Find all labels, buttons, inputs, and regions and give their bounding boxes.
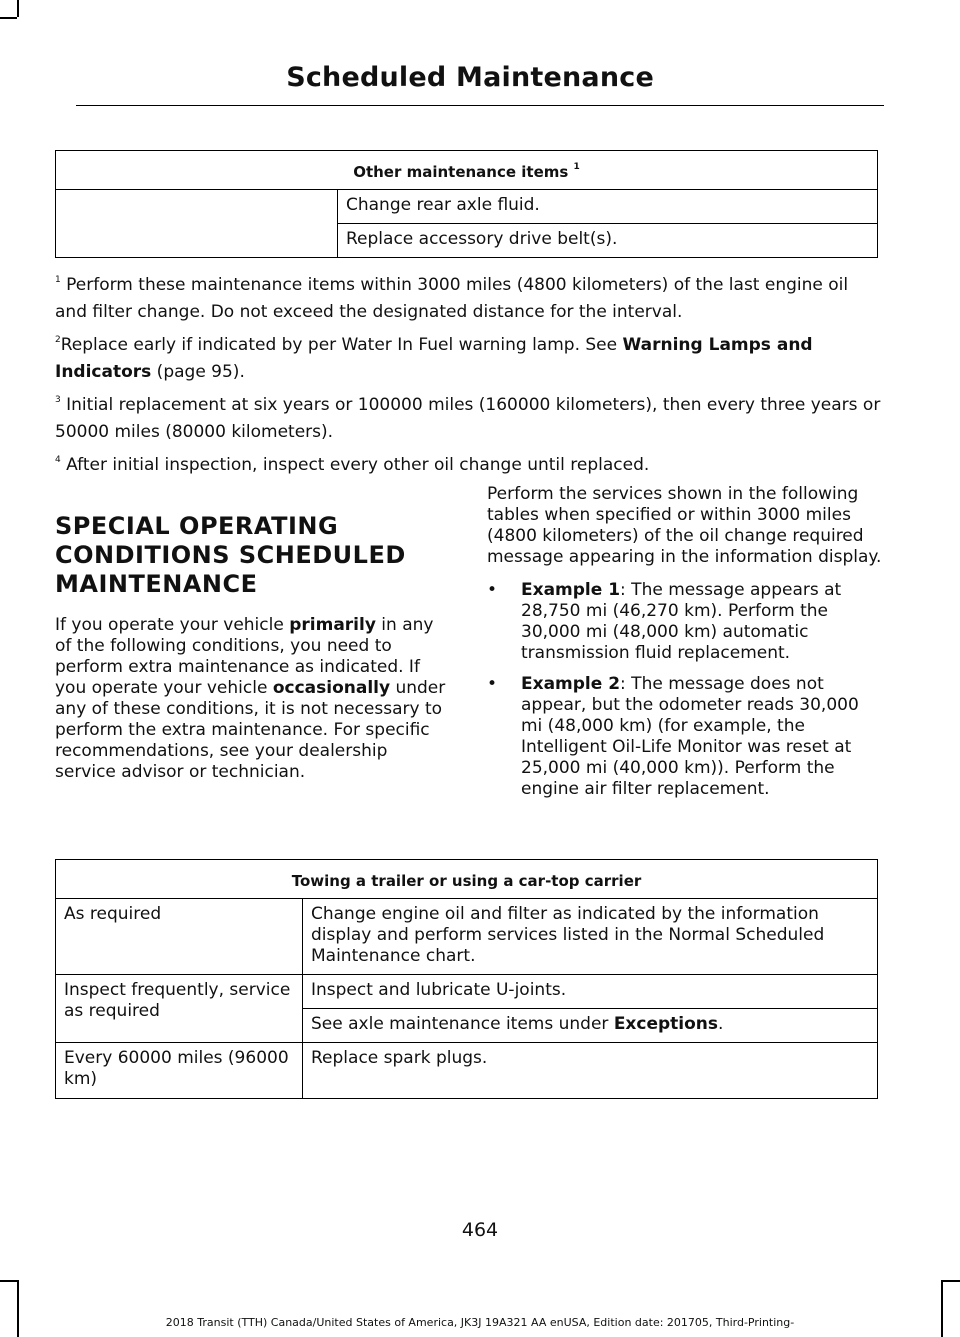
section-title: [55, 512, 453, 599]
other-maintenance-table: [55, 150, 878, 258]
crop-mark-bottom-left-corner: [17, 1280, 19, 1320]
example-list: [487, 580, 882, 800]
footnote-4: [55, 452, 885, 479]
list-item: [487, 674, 882, 800]
footnotes: [55, 272, 885, 485]
table-title-footnote-ref: 1: [573, 162, 580, 172]
section-title-line: MAINTENANCE: [55, 570, 258, 598]
title-rule: [76, 105, 884, 106]
bullet: •: [487, 674, 498, 694]
bullet: •: [487, 580, 498, 600]
table-row: [56, 899, 878, 975]
cell-text: See axle maintenance items under: [311, 1014, 614, 1034]
emphasis-text: primarily: [289, 615, 376, 635]
table-cell-interval: As required: [56, 899, 303, 975]
example-label: Example 2: [521, 674, 621, 694]
table-cell-action: Change engine oil and filter as indicated by the information display and perform services listed in the Normal Scheduled Maintenance chart.: [303, 899, 878, 975]
table-cell: Replace accessory drive belt(s).: [338, 224, 878, 258]
footnote-text: Replace early if indicated by per Water In Fuel warning lamp. See: [60, 335, 623, 355]
paragraph-text: in any of the following conditions, you need to perform extra maintenance as indicated. If you operate your vehicle: [55, 615, 434, 698]
example-label: Example 1: [521, 580, 621, 600]
section-paragraph: [55, 615, 453, 783]
right-column: [487, 484, 882, 810]
towing-table: [55, 859, 878, 1099]
footnote-2: [55, 332, 885, 386]
footnote-marker: 4: [55, 455, 61, 465]
example-text: : The message does not appear, but the odometer reads 30,000 mi (48,000 km) (for example, the Intelligent Oil-Life Monitor was reset at 25,000 mi (40,000 km)). Perform the engine air filter replacement.: [521, 674, 859, 799]
footnote-text: Initial replacement at six years or 100000 miles (160000 kilometers), then every three years or 50000 miles (80000 kilometers).: [55, 395, 881, 442]
table-header-row: [56, 151, 878, 190]
example-text: : The message appears at 28,750 mi (46,270 km). Perform the 30,000 mi (48,000 km) automatic transmission fluid replacement.: [521, 580, 842, 663]
cross-reference-link[interactable]: Exceptions: [613, 1014, 719, 1034]
footnote-marker: 1: [55, 275, 61, 285]
table-row: [56, 975, 878, 1009]
footnote-3: [55, 392, 885, 446]
table-cell-action: [303, 1009, 878, 1043]
table-title: Towing a trailer or using a car-top carrier: [56, 860, 878, 899]
table-cell: Change rear axle fluid.: [338, 190, 878, 224]
footnote-text: Perform these maintenance items within 3000 miles (4800 kilometers) of the last engine oil and filter change. Do not exceed the designated distance for the interval.: [55, 275, 849, 322]
cell-text: .: [718, 1014, 724, 1034]
left-column: [55, 512, 453, 783]
footnote-marker: 3: [55, 395, 61, 405]
emphasis-text: occasionally: [272, 678, 391, 698]
crop-mark-top-left-h: [0, 17, 17, 19]
table-row: [56, 1043, 878, 1099]
paragraph-text: If you operate your vehicle: [55, 615, 290, 635]
crop-mark-bottom-right-h: [943, 1280, 960, 1282]
table-cell-interval: Inspect frequently, service as required: [56, 975, 303, 1043]
table-row: [56, 190, 878, 224]
table-cell-action: Inspect and lubricate U-joints.: [303, 975, 878, 1009]
footnote-text: (page 95).: [151, 362, 245, 382]
intro-paragraph: Perform the services shown in the following tables when specified or within 3000 miles (4800 kilometers) of the oil change required message appearing in the information display.: [487, 484, 882, 567]
table-title-text: Other maintenance items: [353, 163, 569, 181]
section-title-line: SPECIAL OPERATING: [55, 512, 339, 540]
footnote-marker: 2: [55, 335, 61, 345]
footnote-1: [55, 272, 885, 326]
cross-reference-link[interactable]: Warning Lamps and Indicators: [55, 335, 813, 382]
table-header-row: [56, 860, 878, 899]
crop-mark-top-left-v: [17, 0, 19, 17]
page-title: Scheduled Maintenance: [286, 62, 654, 93]
page-number: 464: [461, 1219, 499, 1241]
table-cell-interval: Every 60000 miles (96000 km): [56, 1043, 303, 1099]
section-title-line: CONDITIONS SCHEDULED: [55, 541, 406, 569]
crop-mark-bottom-left-h: [0, 1280, 17, 1282]
table-cell-empty: [56, 190, 338, 258]
footer-edition-info: 2018 Transit (TTH) Canada/United States of America, JK3J 19A321 AA enUSA, Edition date: 201705, Third-Printing-: [165, 1316, 795, 1329]
table-cell-action: Replace spark plugs.: [303, 1043, 878, 1099]
list-item: [487, 580, 882, 664]
table-title: [56, 151, 878, 190]
footnote-text: After initial inspection, inspect every other oil change until replaced.: [60, 455, 650, 475]
paragraph-text: under any of these conditions, it is not necessary to perform the extra maintenance. For specific recommendations, see your dealership service advisor or technician.: [55, 678, 446, 782]
